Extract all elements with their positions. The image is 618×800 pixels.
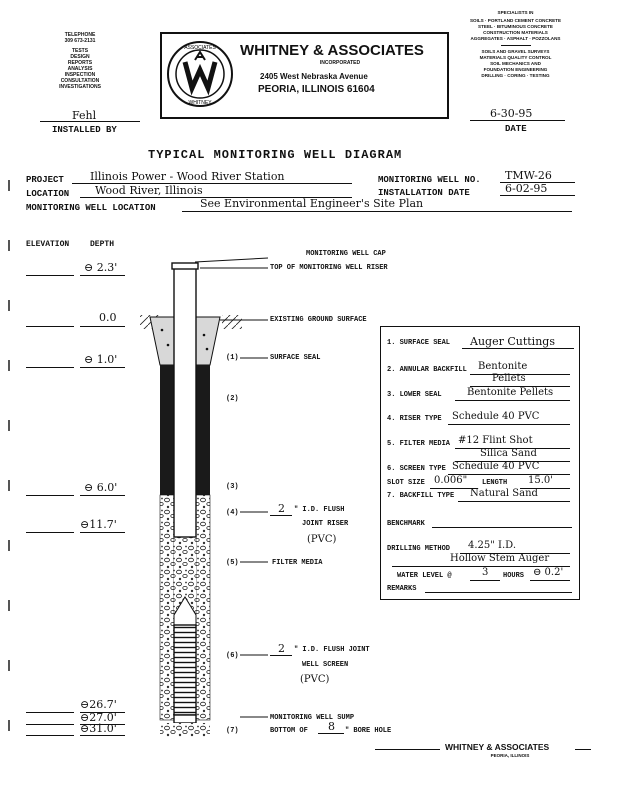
bore-diameter: 8 — [328, 720, 335, 733]
spec-line — [448, 424, 570, 425]
screen-material: (PVC) — [300, 674, 330, 685]
install-date-label: INSTALLATION DATE — [378, 188, 470, 198]
installed-by-line — [40, 121, 140, 122]
spec-line — [455, 400, 570, 401]
screen-diameter-line — [270, 655, 292, 656]
mw-location-value: See Environmental Engineer's Site Plan — [200, 197, 424, 210]
cap-label: MONITORING WELL CAP — [306, 250, 386, 258]
screen-desc2: WELL SCREEN — [302, 661, 349, 669]
riser-material: (PVC) — [307, 534, 337, 545]
installed-by-label: INSTALLED BY — [52, 125, 117, 135]
spec-line — [458, 501, 570, 502]
date-label: DATE — [505, 124, 527, 134]
depth-value: ⊖26.7' — [80, 698, 117, 711]
elevation-line — [26, 712, 74, 713]
drilling-method-value1: 4.25" I.D. — [468, 540, 517, 551]
drilling-method-value2: Hollow Stem Auger — [450, 553, 550, 564]
riser-desc1: " I.D. FLUSH — [294, 506, 345, 514]
date-value: 6-30-95 — [490, 107, 533, 120]
project-label: PROJECT — [26, 175, 64, 185]
svg-text:ASSOCIATES: ASSOCIATES — [184, 45, 216, 51]
company-sub: INCORPORATED — [319, 60, 361, 66]
lower-seal-spec-label: 3. LOWER SEAL — [387, 391, 442, 399]
item-2-marker: (2) — [226, 395, 239, 403]
bore-diameter-line — [318, 733, 344, 734]
surface-seal-spec-label: 1. SURFACE SEAL — [387, 339, 451, 347]
backfill-type-spec-label: 7. BACKFILL TYPE — [387, 492, 455, 500]
header-right-block: SPECIALISTS IN SOILS · PORTLAND CEMENT CONCRETE STEEL · BITUMINOUS CONCRETE CONSTRUCTION MATERIALS AGGREGATES · ASPHALT · POZZOLANS SOILS AND GRAVEL SURVEYS MATERIALS QUALITY CONTROL SOIL MECHANICS AND FOUNDATION ENGINEERING DRILLING · CORING · TESTING — [469, 10, 562, 78]
water-level-hours: 3 — [482, 567, 489, 578]
ground-surface-label: EXISTING GROUND SURFACE — [270, 316, 367, 324]
slot-size-value: 0.006" — [434, 475, 468, 486]
item-3-marker: (3) — [226, 483, 239, 491]
screen-type-spec-label: 6. SCREEN TYPE — [387, 465, 446, 473]
location-label: LOCATION — [26, 189, 70, 199]
water-level-label: WATER LEVEL @ — [397, 572, 452, 580]
water-level-hours-label: HOURS — [503, 572, 525, 580]
location-value: Wood River, Illinois — [95, 184, 203, 197]
elevation-header: ELEVATION — [26, 240, 70, 249]
surface-seal-spec-value: Auger Cuttings — [470, 335, 555, 348]
company-address1: 2405 West Nebraska Avenue — [260, 72, 368, 81]
install-date-line — [500, 195, 575, 196]
slot-size-label: SLOT SIZE — [387, 479, 425, 487]
footer-city: PEORIA, ILLINOIS — [490, 753, 530, 758]
footer-rule-left — [375, 749, 440, 750]
mw-location-label: MONITORING WELL LOCATION — [26, 203, 156, 213]
filter-media-spec-value2: Silica Sand — [480, 448, 537, 459]
header-left-block: TELEPHONE 309 673-2131 TESTS DESIGN REPORTS ANALYSIS INSPECTION CONSULTATION INVESTIGATIONS — [59, 32, 101, 90]
elevation-line — [26, 326, 74, 327]
company-address2: PEORIA, ILLINOIS 61604 — [258, 84, 375, 95]
spec-line — [462, 348, 574, 349]
elevation-line — [26, 735, 74, 736]
item-5-marker: (5) — [226, 559, 239, 567]
sump-label: MONITORING WELL SUMP — [270, 714, 355, 722]
riser-desc2: JOINT RISER — [302, 520, 349, 528]
svg-text:WHITNEY: WHITNEY — [188, 100, 212, 106]
depth-value: ⊖ 2.3' — [84, 261, 118, 274]
annular-backfill-spec-value1: Bentonite — [478, 361, 528, 372]
spec-line — [470, 580, 500, 581]
screen-type-spec-value: Schedule 40 PVC — [452, 461, 540, 472]
length-value: 15.0' — [528, 475, 554, 486]
date-line — [470, 120, 565, 121]
depth-value: ⊖ 1.0' — [84, 353, 118, 366]
mw-location-line — [182, 211, 572, 212]
install-date-value: 6-02-95 — [505, 182, 548, 195]
project-value: Illinois Power - Wood River Station — [90, 170, 285, 183]
filter-media-spec-value1: #12 Flint Shot — [458, 435, 533, 446]
depth-value: 0.0 — [99, 311, 117, 324]
spec-line — [425, 592, 572, 593]
depth-value: ⊖11.7' — [80, 518, 117, 531]
depth-line — [80, 495, 125, 496]
well-no-label: MONITORING WELL NO. — [378, 175, 481, 185]
depth-line — [80, 275, 125, 276]
filter-media-spec-label: 5. FILTER MEDIA — [387, 440, 451, 448]
item-6-marker: (6) — [226, 652, 239, 660]
water-level-value: ⊖ 0.2' — [533, 567, 564, 578]
item-7-marker: (7) — [226, 727, 239, 735]
item-4-marker: (4) — [226, 509, 239, 517]
elevation-line — [26, 724, 74, 725]
page-title: TYPICAL MONITORING WELL DIAGRAM — [148, 148, 403, 162]
depth-line — [80, 326, 125, 327]
elevation-line — [26, 367, 74, 368]
depth-line — [80, 532, 125, 533]
surface-seal-label: SURFACE SEAL — [270, 354, 321, 362]
item-1-marker: (1) — [226, 354, 239, 362]
annular-backfill-spec-label: 2. ANNULAR BACKFILL — [387, 366, 467, 374]
elevation-line — [26, 532, 74, 533]
remarks-label: REMARKS — [387, 585, 417, 593]
depth-value: ⊖ 6.0' — [84, 481, 118, 494]
riser-top-label: TOP OF MONITORING WELL RISER — [270, 264, 388, 272]
installed-by-value: Fehl — [72, 109, 97, 122]
elevation-line — [26, 275, 74, 276]
filter-media-label: FILTER MEDIA — [272, 559, 323, 567]
bottom-label: BOTTOM OF — [270, 727, 308, 735]
annular-backfill-spec-value2: Pellets — [492, 373, 526, 384]
drilling-method-label: DRILLING METHOD — [387, 545, 451, 553]
depth-line — [80, 367, 125, 368]
benchmark-label: BENCHMARK — [387, 520, 425, 528]
riser-diameter-line — [270, 515, 292, 516]
depth-line — [80, 735, 125, 736]
screen-desc1: " I.D. FLUSH JOINT — [294, 646, 370, 654]
company-logo — [166, 38, 234, 110]
backfill-type-spec-value: Natural Sand — [470, 488, 538, 499]
footer-company: WHITNEY & ASSOCIATES — [445, 742, 550, 752]
riser-type-spec-value: Schedule 40 PVC — [452, 411, 540, 422]
well-no-value: TMW-26 — [505, 169, 552, 182]
depth-value: ⊖31.0' — [80, 722, 117, 735]
bore-hole-label: " BORE HOLE — [345, 727, 392, 735]
riser-diameter: 2 — [278, 502, 285, 515]
elevation-line — [26, 495, 74, 496]
length-label: LENGTH — [482, 479, 508, 487]
company-name: WHITNEY & ASSOCIATES — [240, 42, 424, 59]
footer-rule-right — [575, 749, 591, 750]
screen-diameter: 2 — [278, 642, 285, 655]
spec-line — [432, 527, 572, 528]
lower-seal-spec-value: Bentonite Pellets — [467, 387, 554, 398]
spec-line — [530, 580, 570, 581]
depth-header: DEPTH — [90, 240, 115, 249]
depth-value: ⊖27.0' — [80, 711, 117, 724]
riser-type-spec-label: 4. RISER TYPE — [387, 415, 442, 423]
